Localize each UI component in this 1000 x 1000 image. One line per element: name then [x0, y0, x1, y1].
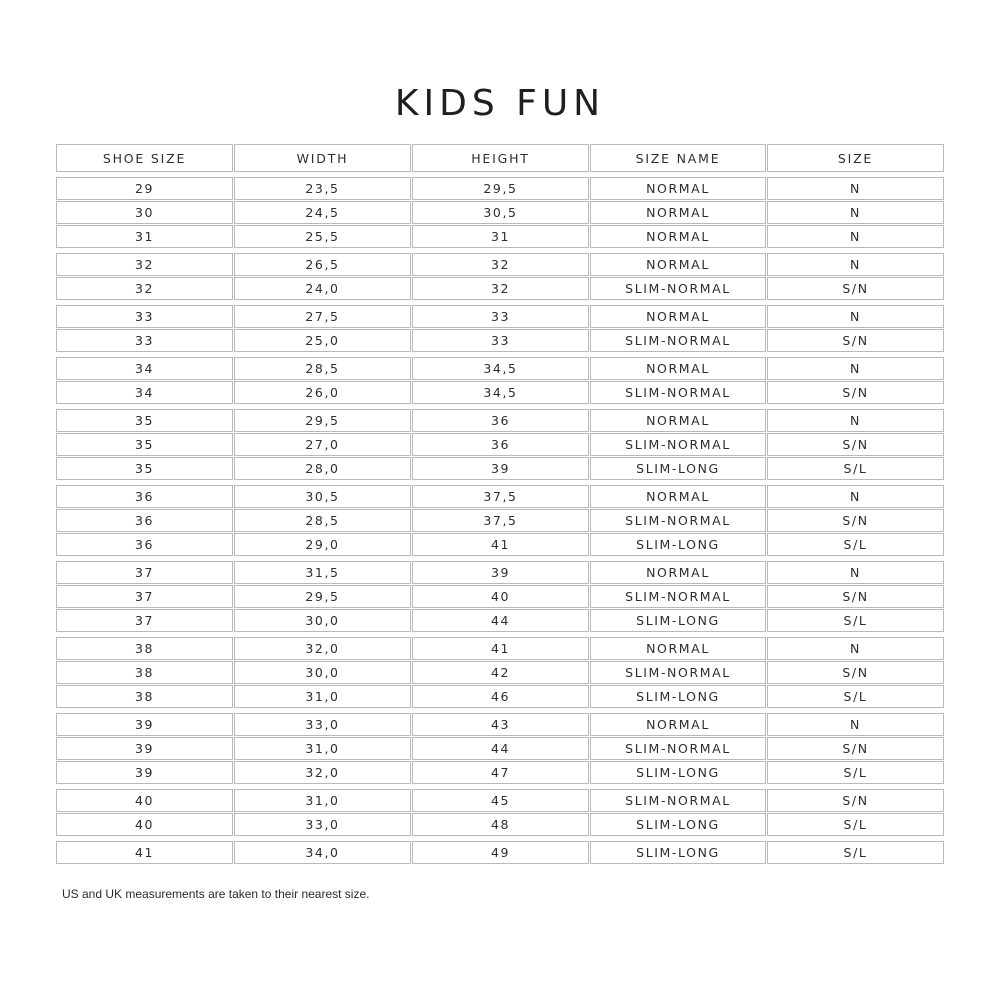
width-cell: 29,0	[234, 533, 411, 556]
table-row	[56, 713, 944, 736]
height-cell: 33	[412, 305, 589, 328]
shoe-size-cell: 32	[56, 253, 233, 276]
shoe-size-cell: 35	[56, 457, 233, 480]
table-row	[56, 201, 944, 224]
size-name-cell: NORMAL	[590, 561, 766, 584]
table-row	[56, 329, 944, 352]
shoe-size-cell: 30	[56, 201, 233, 224]
width-cell: 28,5	[234, 509, 411, 532]
shoe-size-cell: 38	[56, 637, 233, 660]
size-name-cell: SLIM-LONG	[590, 761, 766, 784]
size-name-cell: NORMAL	[590, 713, 766, 736]
width-cell: 27,0	[234, 433, 411, 456]
size-name-cell: NORMAL	[590, 357, 766, 380]
table-row	[56, 841, 944, 864]
size-group	[56, 841, 944, 864]
table-row	[56, 737, 944, 760]
shoe-size-cell: 36	[56, 485, 233, 508]
shoe-size-cell: 39	[56, 737, 233, 760]
size-name-cell: NORMAL	[590, 253, 766, 276]
height-cell: 42	[412, 661, 589, 684]
table-row	[56, 761, 944, 784]
size-group	[56, 561, 944, 632]
table-row	[56, 381, 944, 404]
shoe-size-cell: 31	[56, 225, 233, 248]
size-name-cell: SLIM-NORMAL	[590, 277, 766, 300]
shoe-size-cell: 40	[56, 813, 233, 836]
height-cell: 44	[412, 609, 589, 632]
size-group	[56, 253, 944, 300]
footnote: US and UK measurements are taken to their nearest size.	[62, 887, 370, 901]
size-cell: N	[767, 305, 944, 328]
size-cell: S/N	[767, 277, 944, 300]
width-cell: 26,5	[234, 253, 411, 276]
height-cell: 43	[412, 713, 589, 736]
header-size: SIZE	[767, 144, 944, 172]
height-cell: 36	[412, 433, 589, 456]
height-cell: 48	[412, 813, 589, 836]
width-cell: 27,5	[234, 305, 411, 328]
size-cell: N	[767, 225, 944, 248]
table-row	[56, 177, 944, 200]
table-row	[56, 357, 944, 380]
shoe-size-cell: 36	[56, 533, 233, 556]
shoe-size-cell: 34	[56, 357, 233, 380]
shoe-size-cell: 35	[56, 433, 233, 456]
size-name-cell: SLIM-LONG	[590, 457, 766, 480]
width-cell: 33,0	[234, 713, 411, 736]
width-cell: 25,5	[234, 225, 411, 248]
size-cell: N	[767, 253, 944, 276]
height-cell: 30,5	[412, 201, 589, 224]
table-row	[56, 585, 944, 608]
table-row	[56, 637, 944, 660]
table-row	[56, 813, 944, 836]
shoe-size-cell: 37	[56, 585, 233, 608]
size-cell: S/L	[767, 609, 944, 632]
size-name-cell: SLIM-NORMAL	[590, 737, 766, 760]
size-name-cell: SLIM-LONG	[590, 533, 766, 556]
table-row	[56, 509, 944, 532]
height-cell: 31	[412, 225, 589, 248]
size-name-cell: SLIM-NORMAL	[590, 789, 766, 812]
size-cell: S/N	[767, 329, 944, 352]
size-cell: N	[767, 713, 944, 736]
height-cell: 32	[412, 253, 589, 276]
shoe-size-cell: 29	[56, 177, 233, 200]
table-row	[56, 533, 944, 556]
size-cell: N	[767, 485, 944, 508]
size-name-cell: SLIM-LONG	[590, 685, 766, 708]
shoe-size-cell: 34	[56, 381, 233, 404]
size-name-cell: NORMAL	[590, 225, 766, 248]
shoe-size-cell: 32	[56, 277, 233, 300]
shoe-size-cell: 41	[56, 841, 233, 864]
size-name-cell: NORMAL	[590, 305, 766, 328]
size-group	[56, 485, 944, 556]
size-cell: N	[767, 177, 944, 200]
height-cell: 36	[412, 409, 589, 432]
size-cell: S/L	[767, 685, 944, 708]
table-row	[56, 485, 944, 508]
size-cell: N	[767, 201, 944, 224]
shoe-size-cell: 33	[56, 329, 233, 352]
header-size-name: SIZE NAME	[590, 144, 766, 172]
height-cell: 33	[412, 329, 589, 352]
height-cell: 39	[412, 457, 589, 480]
height-cell: 37,5	[412, 485, 589, 508]
height-cell: 32	[412, 277, 589, 300]
shoe-size-cell: 37	[56, 561, 233, 584]
width-cell: 30,0	[234, 661, 411, 684]
width-cell: 30,0	[234, 609, 411, 632]
shoe-size-cell: 36	[56, 509, 233, 532]
table-row	[56, 661, 944, 684]
height-cell: 44	[412, 737, 589, 760]
width-cell: 24,5	[234, 201, 411, 224]
size-group	[56, 305, 944, 352]
size-cell: N	[767, 409, 944, 432]
height-cell: 47	[412, 761, 589, 784]
size-cell: S/N	[767, 509, 944, 532]
table-row	[56, 277, 944, 300]
header-width: WIDTH	[234, 144, 411, 172]
size-cell: S/L	[767, 533, 944, 556]
height-cell: 34,5	[412, 357, 589, 380]
size-cell: S/N	[767, 789, 944, 812]
size-name-cell: SLIM-NORMAL	[590, 509, 766, 532]
width-cell: 32,0	[234, 761, 411, 784]
size-cell: N	[767, 561, 944, 584]
width-cell: 28,0	[234, 457, 411, 480]
size-group	[56, 789, 944, 836]
size-name-cell: SLIM-NORMAL	[590, 381, 766, 404]
height-cell: 29,5	[412, 177, 589, 200]
size-group	[56, 409, 944, 480]
table-row	[56, 225, 944, 248]
shoe-size-cell: 39	[56, 761, 233, 784]
size-cell: S/L	[767, 761, 944, 784]
size-name-cell: SLIM-LONG	[590, 609, 766, 632]
size-group	[56, 637, 944, 708]
table-body	[56, 177, 944, 864]
size-cell: S/N	[767, 661, 944, 684]
size-group	[56, 357, 944, 404]
table-row	[56, 409, 944, 432]
height-cell: 49	[412, 841, 589, 864]
width-cell: 33,0	[234, 813, 411, 836]
size-name-cell: SLIM-NORMAL	[590, 585, 766, 608]
table-row	[56, 253, 944, 276]
height-cell: 41	[412, 637, 589, 660]
height-cell: 40	[412, 585, 589, 608]
header-height: HEIGHT	[412, 144, 589, 172]
size-group	[56, 713, 944, 784]
size-cell: S/L	[767, 813, 944, 836]
size-cell: S/L	[767, 841, 944, 864]
height-cell: 37,5	[412, 509, 589, 532]
width-cell: 23,5	[234, 177, 411, 200]
table-row	[56, 457, 944, 480]
size-cell: S/N	[767, 585, 944, 608]
table-row	[56, 433, 944, 456]
size-name-cell: SLIM-NORMAL	[590, 433, 766, 456]
width-cell: 29,5	[234, 409, 411, 432]
height-cell: 39	[412, 561, 589, 584]
size-name-cell: NORMAL	[590, 409, 766, 432]
height-cell: 46	[412, 685, 589, 708]
width-cell: 31,5	[234, 561, 411, 584]
size-name-cell: SLIM-LONG	[590, 841, 766, 864]
shoe-size-cell: 38	[56, 685, 233, 708]
table-row	[56, 609, 944, 632]
width-cell: 29,5	[234, 585, 411, 608]
size-cell: N	[767, 637, 944, 660]
size-chart-table	[56, 144, 944, 864]
size-cell: S/N	[767, 433, 944, 456]
shoe-size-cell: 39	[56, 713, 233, 736]
size-name-cell: SLIM-LONG	[590, 813, 766, 836]
width-cell: 25,0	[234, 329, 411, 352]
size-cell: N	[767, 357, 944, 380]
size-name-cell: NORMAL	[590, 177, 766, 200]
size-name-cell: SLIM-NORMAL	[590, 329, 766, 352]
header-shoe-size: SHOE SIZE	[56, 144, 233, 172]
size-cell: S/L	[767, 457, 944, 480]
table-row	[56, 561, 944, 584]
shoe-size-cell: 33	[56, 305, 233, 328]
table-row	[56, 685, 944, 708]
shoe-size-cell: 40	[56, 789, 233, 812]
height-cell: 34,5	[412, 381, 589, 404]
size-name-cell: NORMAL	[590, 485, 766, 508]
size-cell: S/N	[767, 381, 944, 404]
table-row	[56, 789, 944, 812]
page-title: KIDS FUN	[394, 83, 606, 124]
shoe-size-cell: 37	[56, 609, 233, 632]
width-cell: 31,0	[234, 737, 411, 760]
size-cell: S/N	[767, 737, 944, 760]
height-cell: 41	[412, 533, 589, 556]
height-cell: 45	[412, 789, 589, 812]
width-cell: 26,0	[234, 381, 411, 404]
shoe-size-cell: 38	[56, 661, 233, 684]
size-name-cell: NORMAL	[590, 637, 766, 660]
table-header-row	[56, 144, 944, 172]
width-cell: 31,0	[234, 789, 411, 812]
width-cell: 30,5	[234, 485, 411, 508]
width-cell: 24,0	[234, 277, 411, 300]
size-name-cell: SLIM-NORMAL	[590, 661, 766, 684]
shoe-size-cell: 35	[56, 409, 233, 432]
size-group	[56, 177, 944, 248]
width-cell: 28,5	[234, 357, 411, 380]
width-cell: 32,0	[234, 637, 411, 660]
size-name-cell: NORMAL	[590, 201, 766, 224]
width-cell: 31,0	[234, 685, 411, 708]
width-cell: 34,0	[234, 841, 411, 864]
table-row	[56, 305, 944, 328]
